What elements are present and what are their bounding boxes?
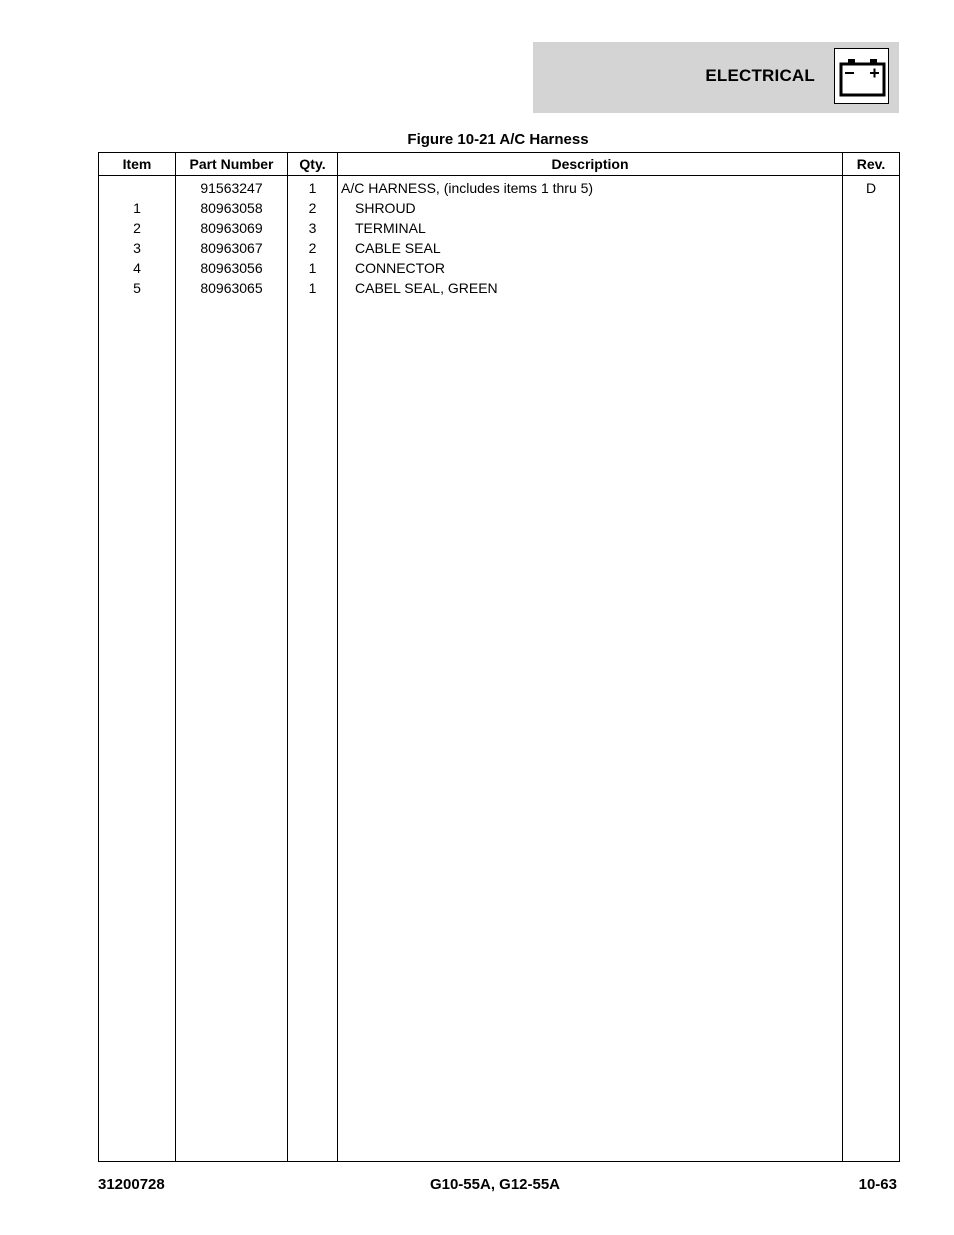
rev-cell: D bbox=[843, 176, 900, 199]
description-cell: TERMINAL bbox=[338, 218, 843, 238]
footer-page-number: 10-63 bbox=[858, 1176, 897, 1193]
table-filler-row bbox=[99, 298, 900, 1162]
description-cell: CABLE SEAL bbox=[338, 238, 843, 258]
rev-cell bbox=[843, 278, 900, 298]
table-row bbox=[99, 258, 900, 278]
item-cell bbox=[99, 176, 176, 199]
section-title: ELECTRICAL bbox=[705, 66, 815, 85]
table-row bbox=[99, 176, 900, 199]
table-header-row bbox=[99, 153, 900, 176]
item-cell: 5 bbox=[99, 278, 176, 298]
section-tab bbox=[533, 42, 899, 113]
figure-title: Figure 10-21 A/C Harness bbox=[407, 131, 589, 148]
footer-doc-number: 31200728 bbox=[98, 1176, 165, 1193]
description-cell: CABEL SEAL, GREEN bbox=[338, 278, 843, 298]
description-cell: SHROUD bbox=[338, 198, 843, 218]
table-row bbox=[99, 278, 900, 298]
part-number-cell: 80963067 bbox=[176, 238, 288, 258]
battery-icon bbox=[834, 48, 889, 104]
part-number-cell: 80963069 bbox=[176, 218, 288, 238]
item-cell: 3 bbox=[99, 238, 176, 258]
qty-cell: 3 bbox=[288, 218, 338, 238]
table-row bbox=[99, 238, 900, 258]
rev-cell bbox=[843, 218, 900, 238]
qty-cell: 2 bbox=[288, 198, 338, 218]
rev-cell bbox=[843, 238, 900, 258]
part-number-cell: 91563247 bbox=[176, 176, 288, 199]
rev-cell bbox=[843, 198, 900, 218]
rev-cell bbox=[843, 258, 900, 278]
parts-table bbox=[98, 152, 900, 1162]
table-row bbox=[99, 218, 900, 238]
item-cell: 1 bbox=[99, 198, 176, 218]
footer-models: G10-55A, G12-55A bbox=[429, 1176, 561, 1193]
column-header-part-number: Part Number bbox=[176, 153, 288, 176]
column-header-qty: Qty. bbox=[288, 153, 338, 176]
qty-cell: 1 bbox=[288, 278, 338, 298]
description-cell: A/C HARNESS, (includes items 1 thru 5) bbox=[338, 176, 843, 199]
item-cell: 2 bbox=[99, 218, 176, 238]
part-number-cell: 80963056 bbox=[176, 258, 288, 278]
column-header-rev: Rev. bbox=[843, 153, 900, 176]
column-header-description: Description bbox=[338, 153, 843, 176]
part-number-cell: 80963065 bbox=[176, 278, 288, 298]
qty-cell: 1 bbox=[288, 258, 338, 278]
table-row bbox=[99, 198, 900, 218]
part-number-cell: 80963058 bbox=[176, 198, 288, 218]
qty-cell: 1 bbox=[288, 176, 338, 199]
description-cell: CONNECTOR bbox=[338, 258, 843, 278]
item-cell: 4 bbox=[99, 258, 176, 278]
column-header-item: Item bbox=[99, 153, 176, 176]
qty-cell: 2 bbox=[288, 238, 338, 258]
